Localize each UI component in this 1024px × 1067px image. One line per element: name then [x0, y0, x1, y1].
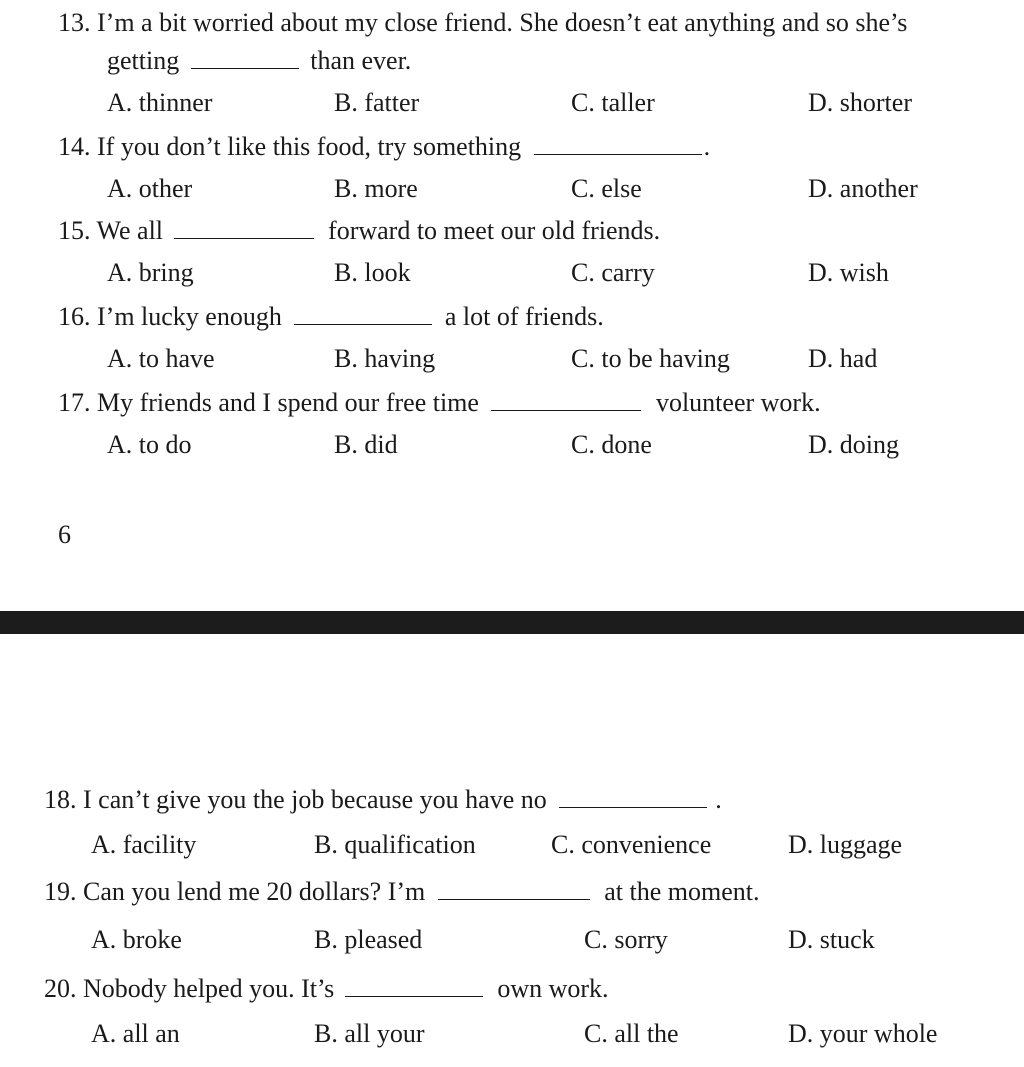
- question-number: 18.: [44, 785, 77, 814]
- question-18-stem: [44, 785, 722, 815]
- option-d[interactable]: D. your whole: [788, 1019, 938, 1048]
- option-d[interactable]: D. shorter: [808, 88, 912, 117]
- option-b[interactable]: B. fatter: [334, 88, 420, 117]
- question-text: at the moment.: [604, 877, 760, 906]
- option-c[interactable]: C. taller: [571, 88, 655, 117]
- question-16-stem: [58, 302, 604, 332]
- option-c[interactable]: C. carry: [571, 258, 655, 287]
- question-text: If you don’t like this food, try something: [97, 132, 522, 161]
- option-d[interactable]: D. luggage: [788, 830, 903, 859]
- option-c[interactable]: C. all the: [584, 1019, 679, 1048]
- question-text: We all: [96, 216, 164, 245]
- option-c[interactable]: C. sorry: [584, 925, 668, 954]
- question-text: I’m lucky enough: [97, 302, 282, 331]
- question-text: Nobody helped you. It’s: [83, 974, 335, 1003]
- question-text: volunteer work.: [655, 388, 821, 417]
- option-a[interactable]: A. facility: [91, 830, 197, 859]
- question-text-end: .: [715, 785, 722, 814]
- option-a[interactable]: A. to have: [107, 344, 215, 373]
- answer-blank[interactable]: [191, 48, 299, 69]
- page-number: 6: [58, 520, 71, 549]
- option-a[interactable]: A. broke: [91, 925, 182, 954]
- option-b[interactable]: B. qualification: [314, 830, 476, 859]
- question-text-end: .: [703, 132, 711, 161]
- question-number: 20.: [44, 974, 77, 1003]
- question-text: forward to meet our old friends.: [328, 216, 661, 245]
- question-number: 19.: [44, 877, 77, 906]
- question-15-stem: [58, 216, 660, 246]
- question-13-stem: [58, 8, 907, 38]
- option-a[interactable]: A. other: [107, 174, 193, 203]
- question-text: I’m a bit worried about my close friend. She doesn’t eat anything and so she’s: [97, 8, 908, 37]
- question-20-stem: [44, 974, 609, 1004]
- question-text: than ever.: [310, 46, 412, 75]
- question-17-stem: [58, 388, 821, 418]
- question-number: 16.: [58, 302, 91, 331]
- option-b[interactable]: B. all your: [314, 1019, 425, 1048]
- option-a[interactable]: A. to do: [107, 430, 192, 459]
- answer-blank[interactable]: [294, 304, 432, 325]
- page-divider: [0, 611, 1024, 634]
- option-d[interactable]: D. stuck: [788, 925, 875, 954]
- option-a[interactable]: A. thinner: [107, 88, 213, 117]
- option-d[interactable]: D. had: [808, 344, 878, 373]
- question-number: 14.: [58, 132, 91, 161]
- option-a[interactable]: A. bring: [107, 258, 194, 287]
- option-b[interactable]: B. look: [334, 258, 411, 287]
- option-b[interactable]: B. pleased: [314, 925, 423, 954]
- option-c[interactable]: C. to be having: [571, 344, 730, 373]
- question-text: getting: [107, 46, 180, 75]
- question-13-stem-continued: [107, 46, 411, 76]
- question-text: Can you lend me 20 dollars? I’m: [83, 877, 426, 906]
- question-text: My friends and I spend our free time: [97, 388, 479, 417]
- question-text: a lot of friends.: [444, 302, 604, 331]
- answer-blank[interactable]: [491, 390, 641, 411]
- option-d[interactable]: D. wish: [808, 258, 889, 287]
- option-c[interactable]: C. else: [571, 174, 642, 203]
- option-a[interactable]: A. all an: [91, 1019, 180, 1048]
- option-c[interactable]: C. convenience: [551, 830, 712, 859]
- question-19-stem: [44, 877, 760, 907]
- answer-blank[interactable]: [345, 976, 483, 997]
- question-text: own work.: [497, 974, 609, 1003]
- answer-blank[interactable]: [438, 879, 590, 900]
- option-d[interactable]: D. doing: [808, 430, 899, 459]
- question-number: 15.: [58, 216, 91, 245]
- option-c[interactable]: C. done: [571, 430, 652, 459]
- option-d[interactable]: D. another: [808, 174, 918, 203]
- answer-blank[interactable]: [174, 218, 314, 239]
- answer-blank[interactable]: [559, 787, 707, 808]
- option-b[interactable]: B. having: [334, 344, 436, 373]
- option-b[interactable]: B. did: [334, 430, 398, 459]
- question-number: 17.: [58, 388, 91, 417]
- question-text: I can’t give you the job because you have no: [83, 785, 547, 814]
- option-b[interactable]: B. more: [334, 174, 418, 203]
- question-14-stem: [58, 132, 710, 162]
- question-number: 13.: [58, 8, 91, 37]
- answer-blank[interactable]: [534, 134, 702, 155]
